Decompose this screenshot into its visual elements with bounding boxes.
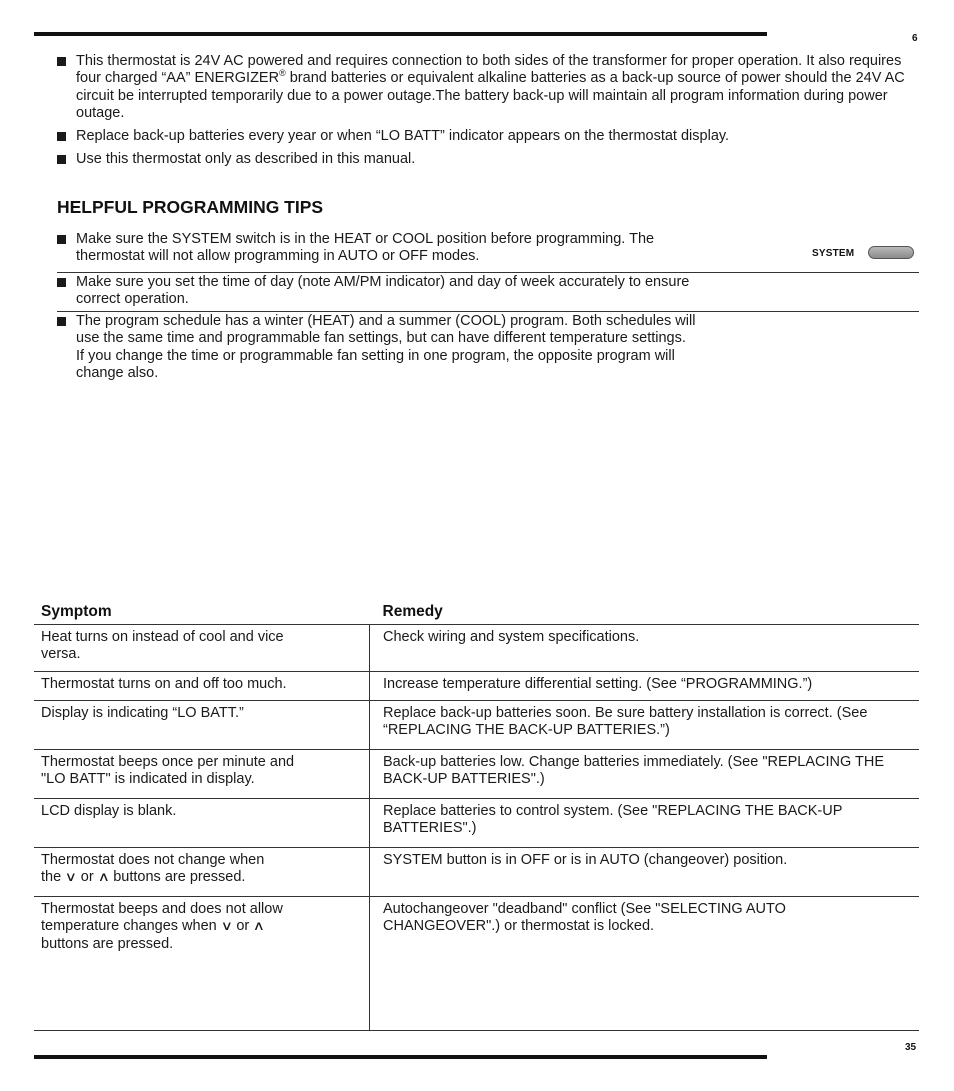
symptom-text: Thermostat beeps once per minute and "LO BATT" is indicated in display. — [41, 754, 295, 788]
intro-bullet-text: Use this thermostat only as described in this manual. — [76, 151, 416, 168]
symptom-text: the — [41, 869, 62, 886]
remedy-cell — [370, 897, 920, 1031]
symptom-text: or — [236, 918, 250, 935]
square-bullet-icon — [57, 57, 66, 66]
remedy-text: Autochangeover "deadband" conflict (See "SELECTING AUTO CHANGEOVER".) or thermostat is locked. — [383, 901, 786, 935]
table-row — [34, 799, 919, 848]
table-row — [34, 625, 919, 672]
table-row — [34, 848, 919, 897]
table-row — [34, 750, 919, 799]
system-slider-icon — [868, 246, 914, 259]
symptom-text: Thermostat does not change when — [41, 852, 265, 868]
bottom-rule — [34, 1055, 767, 1059]
symptom-header: Symptom — [34, 603, 370, 625]
symptom-text: Heat turns on instead of cool and vice versa. — [41, 629, 284, 663]
page-number-top: 6 — [912, 33, 918, 44]
symptom-cell — [34, 897, 370, 1031]
section-title: HELPFUL PROGRAMMING TIPS — [57, 197, 324, 217]
symptom-text: or — [80, 869, 94, 886]
table-row — [34, 672, 919, 701]
intro-bullet-power — [57, 53, 907, 122]
symptom-cell — [34, 625, 370, 672]
remedy-text: Replace back-up batteries soon. Be sure battery installation is correct. (See “REPLACING THE BACK-UP BATTERIES.”) — [383, 705, 868, 739]
remedy-header: Remedy — [370, 603, 920, 625]
up-arrow-icon: ∧ — [252, 918, 266, 934]
tip-item — [57, 273, 919, 313]
tip-text: The program schedule has a winter (HEAT) and a summer (COOL) program. Both schedules will use the same time and programmable fan settings, but can have different temperature settings. If you change the time or programmable fan setting in one program, the opposite program will change also. — [76, 313, 696, 382]
table-row — [34, 701, 919, 750]
symptom-cell: LCD display is blank. — [34, 799, 370, 848]
remedy-cell: SYSTEM button is in OFF or is in AUTO (changeover) position. — [370, 848, 920, 897]
down-arrow-icon: ∨ — [64, 869, 78, 885]
square-bullet-icon — [57, 235, 66, 244]
remedy-cell: Check wiring and system specifications. — [370, 625, 920, 672]
tip-item — [57, 230, 919, 273]
page-number-bottom: 35 — [905, 1042, 917, 1053]
tip-text: Make sure the SYSTEM switch is in the HEAT or COOL position before programming. The thermostat will not allow programming in AUTO or OFF modes. — [76, 231, 655, 265]
remedy-text: Back-up batteries low. Change batteries immediately. (See "REPLACING THE BACK-UP BATTERIES".) — [383, 754, 885, 788]
tip-item — [57, 312, 919, 382]
tips-list — [57, 230, 919, 382]
troubleshooting-table — [34, 603, 919, 1031]
symptom-cell: Thermostat turns on and off too much. — [34, 672, 370, 701]
top-rule — [34, 32, 767, 36]
remedy-cell: Increase temperature differential setting. (See “PROGRAMMING.”) — [370, 672, 920, 701]
symptom-cell — [34, 750, 370, 799]
symptom-text: Thermostat beeps and does not allow — [41, 901, 283, 917]
symptom-text: buttons are pressed. — [113, 869, 246, 886]
table-header-row — [34, 603, 919, 625]
remedy-cell — [370, 701, 920, 750]
symptom-text: buttons are pressed. — [41, 935, 174, 952]
intro-bullet-usage — [57, 151, 907, 168]
intro-bullet-text: brand batteries or equivalent alkaline batteries as a back-up source of power should the 24V AC circuit be interrupted temporarily due to a power outage.The battery back-up will maintain all program information during power outage. — [76, 70, 905, 121]
registered-mark: ® — [279, 68, 286, 79]
system-switch-label: SYSTEM — [812, 248, 855, 259]
tip-text: Make sure you set the time of day (note AM/PM indicator) and day of week accurately to ensure correct operation. — [76, 273, 690, 307]
table-row — [34, 897, 919, 1031]
remedy-cell — [370, 750, 920, 799]
intro-bullet-replace — [57, 128, 907, 145]
up-arrow-icon: ∧ — [97, 869, 110, 885]
square-bullet-icon — [57, 317, 66, 326]
symptom-cell: Display is indicating “LO BATT.” — [34, 701, 370, 750]
symptom-text: temperature changes when — [41, 918, 217, 935]
square-bullet-icon — [57, 278, 66, 287]
intro-bullet-text: Replace back-up batteries every year or when “LO BATT” indicator appears on the thermostat display. — [76, 128, 730, 145]
intro-bullet-list — [57, 53, 907, 175]
intro-bullet-text: This thermostat is 24V AC powered and requires connection to both sides of the transformer for proper operation. It also requires four charged “AA” ENERGIZER — [76, 53, 902, 87]
square-bullet-icon — [57, 155, 66, 164]
square-bullet-icon — [57, 132, 66, 141]
remedy-text: Replace batteries to control system. (See "REPLACING THE BACK-UP BATTERIES".) — [383, 803, 843, 837]
down-arrow-icon: ∨ — [220, 918, 233, 934]
remedy-cell — [370, 799, 920, 848]
symptom-cell — [34, 848, 370, 897]
